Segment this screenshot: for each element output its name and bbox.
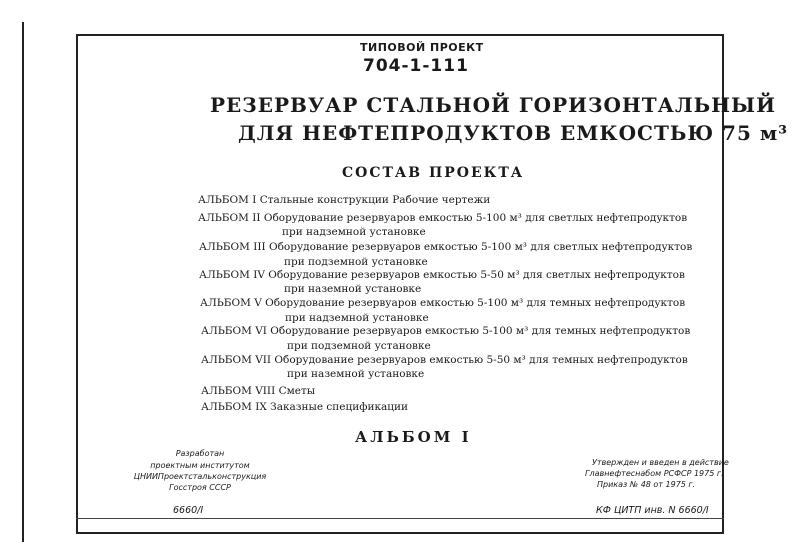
album-item: АЛЬБОМ II Оборудование резервуаров емкостью 5-100 м³ для светлых нефтепродуктов <box>198 212 688 224</box>
inventory-stamp-left: 6660/I <box>173 505 204 516</box>
binding-line <box>22 22 24 542</box>
album-item-sub: при наземной установке <box>287 368 425 380</box>
album-item-sub: при подземной установке <box>287 340 431 352</box>
album-item: АЛЬБОМ VII Оборудование резервуаров емкостью 5-50 м³ для темных нефтепродуктов <box>201 354 688 366</box>
album-heading: АЛЬБОМ I <box>355 428 472 446</box>
approval-line-3: Приказ № 48 от 1975 г. <box>597 480 696 489</box>
album-item: АЛЬБОМ IV Оборудование резервуаров емкостью 5-50 м³ для светлых нефтепродуктов <box>199 269 685 281</box>
album-item-sub: при подземной установке <box>284 256 428 268</box>
project-label: ТИПОВОЙ ПРОЕКТ <box>360 41 484 54</box>
album-item: АЛЬБОМ III Оборудование резервуаров емкостью 5-100 м³ для светлых нефтепродуктов <box>199 241 693 253</box>
developer-line-3: ЦНИИПроектстальконструкция <box>133 472 267 481</box>
developer-line-1: Разработан <box>175 449 225 458</box>
album-item: АЛЬБОМ VI Оборудование резервуаров емкостью 5-100 м³ для темных нефтепродуктов <box>201 325 691 337</box>
album-item-sub: при надземной установке <box>282 226 426 238</box>
project-number: 704-1-111 <box>363 56 469 76</box>
title-line-1: РЕЗЕРВУАР СТАЛЬНОЙ ГОРИЗОНТАЛЬНЫЙ <box>210 93 776 117</box>
approval-line-2: Главнефтеснабом РСФСР 1975 г. <box>585 469 724 478</box>
title-line-2: ДЛЯ НЕФТЕПРОДУКТОВ ЕМКОСТЬЮ 75 м³ <box>238 121 788 145</box>
developer-line-4: Госстроя СССР <box>169 483 231 492</box>
album-item: АЛЬБОМ V Оборудование резервуаров емкостью 5-100 м³ для темных нефтепродуктов <box>200 297 686 309</box>
album-item: АЛЬБОМ I Стальные конструкции Рабочие чертежи <box>198 194 491 206</box>
album-item: АЛЬБОМ VIII Сметы <box>201 385 316 397</box>
developer-line-2: проектным институтом <box>150 461 250 470</box>
album-item-sub: при наземной установке <box>284 283 422 295</box>
album-item-sub: при надземной установке <box>285 312 429 324</box>
frame-bottom-rule <box>76 518 724 519</box>
inventory-stamp-right: КФ ЦИТП инв. N 6660/I <box>596 505 709 516</box>
album-item: АЛЬБОМ IX Заказные спецификации <box>201 401 409 413</box>
approval-line-1: Утвержден и введен в действие <box>592 458 729 467</box>
composition-title: СОСТАВ ПРОЕКТА <box>342 165 525 181</box>
